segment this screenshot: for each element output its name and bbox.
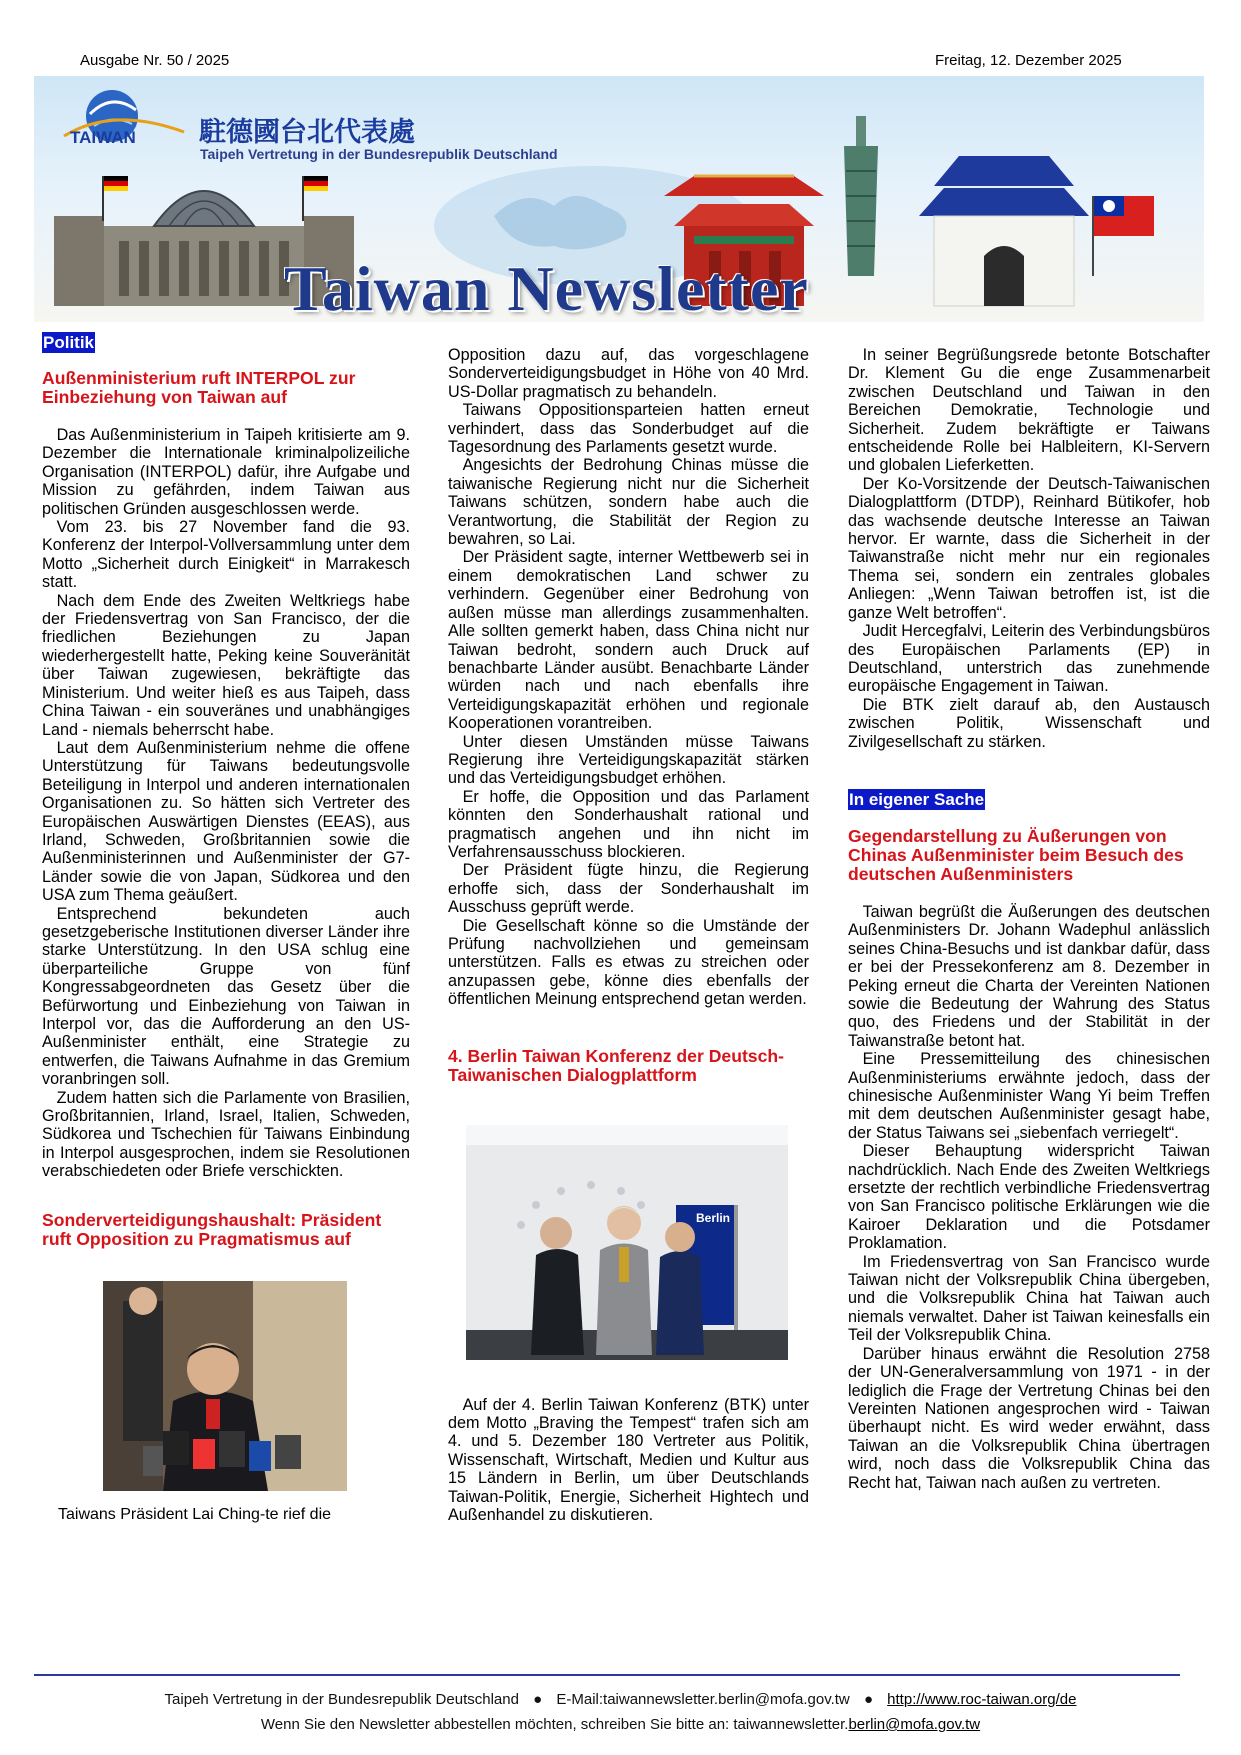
headline-interpol: Außenministerium ruft INTERPOL zur Einbeziehung von Taiwan auf: [42, 368, 356, 407]
paragraph: Zudem hatten sich die Parlamente von Brasilien, Großbritannien, Irland, Israel, Italien, Schweden, Südkorea und Tschechien für Taiwans Einbindung in Interpol ausgesprochen, indem sie Resolutionen verabschiedeten oder Briefe verschickten.: [42, 1088, 410, 1181]
paragraph: Unter diesen Umständen müsse Taiwans Regierung ihre Verteidigungskapazität stärken und das Verteidigungsbudget erhöhen.: [448, 732, 809, 788]
paragraph: Im Friedensvertrag von San Francisco wurde Taiwan nicht der Volksrepublik China übergeben, und die Volksrepublik China hat Taiwan auch niemals verwaltet. Daher ist Taiwan keinesfalls ein Teil der Volksrepublik China.: [848, 1252, 1210, 1345]
footer-separator: ●: [533, 1691, 543, 1708]
photo-btk-conference: [466, 1125, 788, 1360]
footer-separator: ●: [863, 1691, 873, 1708]
footer-divider: [34, 1674, 1180, 1676]
paragraph: Dieser Behauptung widerspricht Taiwan nachdrücklich. Nach Ende des Zweiten Weltkriegs ersetzte der rechtlich verbindliche Friedensvertrag von San Francisco politische Erklärungen wie die Kairoer Deklaration und die Potsdamer Proklamation.: [848, 1142, 1210, 1253]
paragraph: Der Ko-Vorsitzende der Deutsch-Taiwanischen Dialogplattform (DTDP), Reinhard Bütikofer, hob das wachsende deutsche Interesse an Taiwan hervor. Er warnte, dass die Sicherheit in der Taiwanstraße nicht mehr nur ein regionales Thema sei, sondern ein zentrales globales Anliegen: „Wenn Taiwan betroffen ist, ist die ganze Welt betroffen“.: [848, 474, 1210, 622]
banner-title: Taiwan Newsletter: [284, 253, 809, 322]
footer-unsubscribe-link[interactable]: berlin@mofa.gov.tw: [848, 1716, 981, 1733]
paragraph: Taiwan begrüßt die Äußerungen des deutschen Außenministers Dr. Johann Wadephul anlässlich seines China-Besuchs und ist dankbar dafür, dass er bei der Pressekonferenz am 8. Dezember in Peking erneut die Charta der Vereinten Nationen sowie die Bedeutung der Wahrung des Status quo, des Friedens und der Stabilität in der Taiwanstraße betont hat.: [848, 902, 1210, 1050]
footer-website-link[interactable]: http://www.roc-taiwan.org/de: [887, 1691, 1077, 1708]
photo-president-lai: [103, 1281, 347, 1491]
paragraph: Er hoffe, die Opposition und das Parlament könnten den Sonderhaushalt rational und pragmatisch angehen und ihn nicht im Verfahrensausschuss blockieren.: [448, 787, 809, 861]
paragraph: Judit Hercegfalvi, Leiterin des Verbindungsbüros des Europäischen Parlaments (EP) in Deutschland, unterstrich das zunehmende europäische Engagement in Taiwan.: [848, 622, 1210, 696]
issue-date: Freitag, 12. Dezember 2025: [935, 52, 1122, 69]
column-right: [848, 346, 1210, 1492]
headline-budget: Sonderverteidigungshaushalt: Präsident ruft Opposition zu Pragmatismus auf: [42, 1209, 382, 1249]
footer-unsubscribe-text: Wenn Sie den Newsletter abbestellen möchten, schreiben Sie bitte an: taiwannewsletter.: [260, 1716, 849, 1733]
headline-gegendarstellung: Gegendarstellung zu Äußerungen von Chinas Außenminister beim Besuch des deutschen Außenministers: [848, 825, 1184, 884]
article-interpol-body: [42, 426, 410, 1181]
paragraph: Darüber hinaus erwähnt die Resolution 2758 der UN-Generalversammlung von 1971 - in der lediglich die Frage der Vertretung Chinas bei den Vereinten Nationen angesprochen wird - Taiwan überhaupt nicht. Es wird weder erwähnt, dass Taiwan an die Volksrepublik China übertragen wird, noch dass die Volksrepublik China das Recht hat, Taiwan nach außen zu vertreten.: [848, 1344, 1210, 1492]
paragraph: Die Gesellschaft könne so die Umstände der Prüfung nachvollziehen und gemeinsam unterstützen. Falls es etwas zu streichen oder anzupassen gebe, könne dies ebenfalls der öffentlichen Meinung entsprechend getan werden.: [448, 916, 809, 1009]
column-left: [42, 332, 410, 1524]
section-tag-politik: Politik: [43, 333, 95, 352]
paragraph: Eine Pressemitteilung des chinesischen Außenministeriums erwähnte jedoch, dass der chinesische Außenminister Wang Yi beim Treffen mit dem deutschen Außenminister gesagt habe, der Status Taiwans sei „siebenfach verriegelt“.: [848, 1050, 1210, 1142]
banner-chinese-title: 駐德國台北代表處: [199, 117, 415, 148]
paragraph: Entsprechend bekundeten auch gesetzgeberische Institutionen diverser Länder ihre starke Unterstützung. In den USA schlug eine überparteiliche Gruppe von fünf Kongressabgeordneten das Gesetz über die Befürwortung und Einbeziehung von Taiwan in Interpol vor, das die Aufforderung an den US-Außenminister enthält, eine Strategie zu entwerfen, die Taiwans Aufnahme in das Gremium voranbringen soll.: [42, 904, 410, 1089]
footer-org: Taipeh Vertretung in der Bundesrepublik Deutschland: [164, 1691, 519, 1708]
paragraph: Taiwans Oppositionsparteien hatten erneut verhindert, dass das Sonderbudget auf die Tagesordnung des Parlaments gesetzt wurde.: [448, 401, 809, 457]
photo-caption-lai: Taiwans Präsident Lai Ching-te rief die: [58, 1505, 332, 1523]
article-gegendarstellung-body: [848, 903, 1210, 1492]
footer-contact-line: [0, 1691, 1241, 1708]
footer-email[interactable]: E-Mail:taiwannewsletter.berlin@mofa.gov.tw: [556, 1691, 850, 1708]
article-btk-body: [448, 1396, 809, 1525]
paragraph: Nach dem Ende des Zweiten Weltkriegs habe der Friedensvertrag von San Francisco, der die friedlichen Beziehungen zu Japan wiederhergestellt hatte, Peking keine Souveränität über Taiwan zugewiesen, bekräftigte das Ministerium. Und weiter hieß es aus Taipeh, dass China Taiwan - ein souveränes und unabhängiges Land - niemals beherrscht habe.: [42, 591, 410, 739]
paragraph: Das Außenministerium in Taipeh kritisierte am 9. Dezember die Internationale kriminalpolizeiliche Organisation (INTERPOL) dafür, ihre Aufgabe und Mission zu gefährden, indem Taiwan aus politischen Gründen ausgeschlossen werde.: [42, 426, 410, 518]
newsletter-banner: [34, 76, 1204, 322]
section-tag-eigene: In eigener Sache: [849, 789, 985, 809]
paragraph: Laut dem Außenministerium nehme die offene Unterstützung für Taiwans bedeutungsvolle Beteiligung in Interpol und anderen internationalen Organisationen zu. So hätten sich Vertreter des Europäischen Auswärtigen Dienstes (EEAS), aus Irland, Schweden, Großbritannien sowie die Außenministerinnen und Außenminister der G7-Länder sowie die von Japan, Südkorea und den USA zum Thema geäußert.: [42, 738, 410, 905]
paragraph: Vom 23. bis 27 November fand die 93. Konferenz der Interpol-Vollversammlung unter dem Motto „Sicherheit durch Einigkeit“ in Marrakesch statt.: [42, 518, 410, 592]
paragraph: Der Präsident sagte, interner Wettbewerb sei in einem demokratischen Land schwer zu verhindern. Gegenüber einer Bedrohung von außen müsse man allerdings zusammenhalten. Alle sollten gemerkt haben, dass China nicht nur Taiwan bedroht, sondern auch Druck auf benachbarte Länder ausübt. Benachbarte Länder würden nach und nach ebenfalls ihre Verteidigungskapazität erhöhen und regionale Kooperationen vorantreiben.: [448, 548, 809, 733]
article-budget-body: [448, 346, 809, 1009]
issue-number: Ausgabe Nr. 50 / 2025: [80, 52, 230, 69]
paragraph: In seiner Begrüßungsrede betonte Botschafter Dr. Klement Gu die enge Zusammenarbeit zwischen Deutschland und Taiwan in den Bereichen Demokratie, Technologie und Sicherheit. Zudem bekräftigte er Taiwans entscheidende Rolle bei Halbleitern, KI-Servern und globalen Lieferketten.: [848, 346, 1210, 475]
headline-btk: 4. Berlin Taiwan Konferenz der Deutsch-Taiwanischen Dialogplattform: [448, 1045, 784, 1085]
banner-subtitle: Taipeh Vertretung in der Bundesrepublik Deutschland: [200, 146, 558, 162]
paragraph: Auf der 4. Berlin Taiwan Konferenz (BTK) unter dem Motto „Braving the Tempest“ trafen sich am 4. und 5. Dezember 180 Vertreter aus Politik, Wissenschaft, Wirtschaft, Medien und Kultur aus 15 Ländern in Berlin, um über Deutschlands Taiwan-Politik, Energie, Sicherheit Hightech und Außenhandel zu diskutieren.: [448, 1395, 809, 1525]
paragraph: Angesichts der Bedrohung Chinas müsse die taiwanische Regierung nicht nur die Sicherheit Taiwans schützen, sondern habe auch die Verantwortung, die Stabilität der Region zu bewahren, so Lai.: [448, 456, 809, 549]
column-middle: [448, 346, 809, 1524]
paragraph: Die BTK zielt darauf ab, den Austausch zwischen Politik, Wissenschaft und Zivilgesellschaft zu stärken.: [848, 695, 1210, 751]
paragraph: Opposition dazu auf, das vorgeschlagene Sonderverteidigungsbudget in Höhe von 40 Mrd. US-Dollar pragmatisch zu behandeln.: [448, 346, 809, 401]
footer-unsubscribe-line: [0, 1716, 1241, 1733]
banner-logo: TAIWAN: [70, 128, 136, 147]
photo-sign-berlin: Berlin: [696, 1210, 731, 1225]
paragraph: Der Präsident fügte hinzu, die Regierung erhoffe sich, dass der Sonderhaushalt im Ausschuss geprüft werde.: [448, 861, 809, 917]
article-btk-body-cont: [848, 346, 1210, 751]
